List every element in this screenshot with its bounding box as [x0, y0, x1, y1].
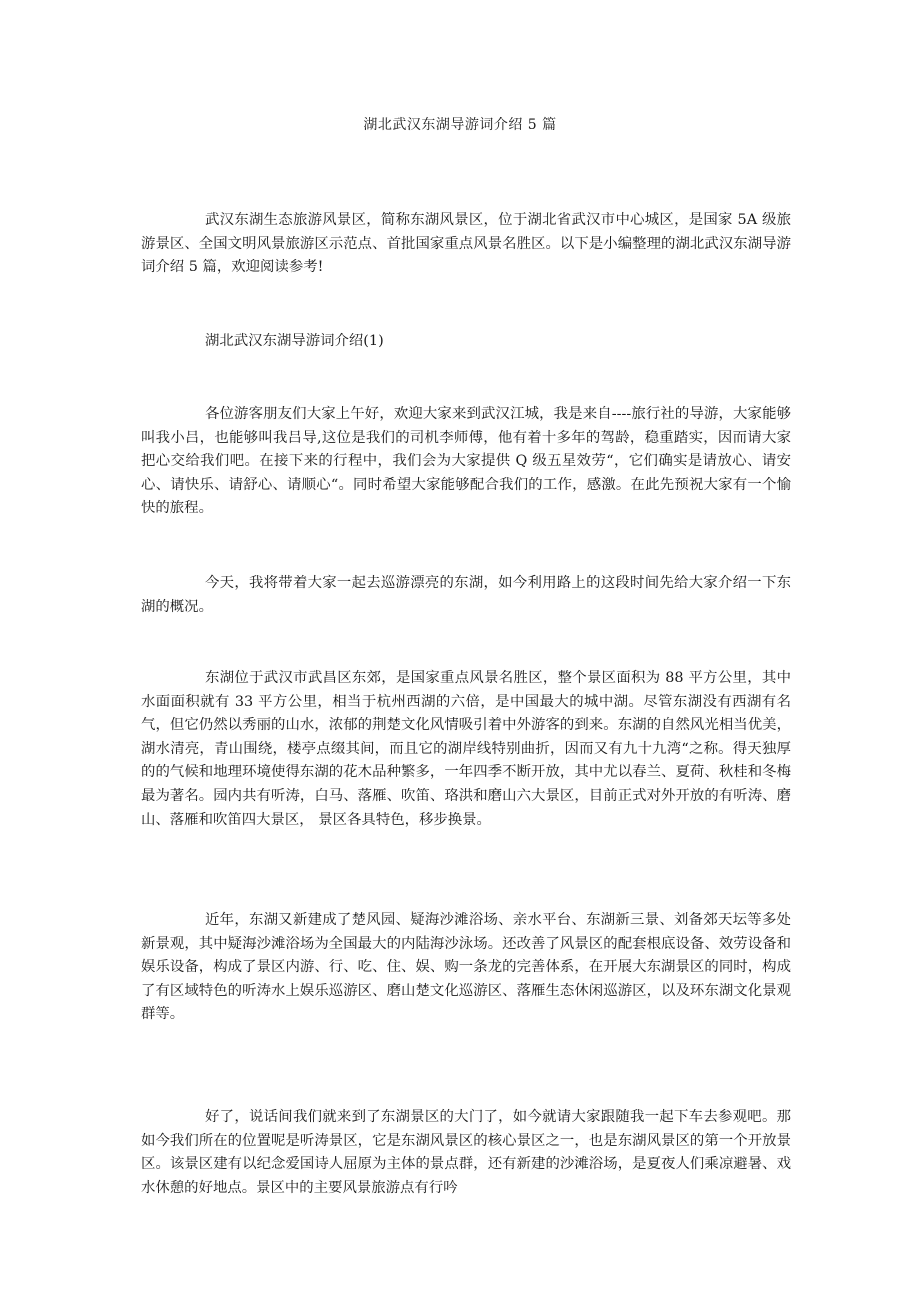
recent-developments-paragraph: 近年，东湖又新建成了楚风园、疑海沙滩浴场、亲水平台、东湖新三景、刘备郊天坛等多处新景观，其中疑海沙滩浴场为全国最大的内陆海沙泳场。还改善了风景区的配套根底设备、效劳设备和娱乐设备，构成了景区内游、行、吃、住、娱、购一条龙的完善体系，在开展大东湖景区的同时，构成了有区域特色的听涛水上娱乐巡游区、磨山楚文化巡游区、落雁生态休闲巡游区，以及环东湖文化景观群等。 [141, 912, 791, 1023]
intro-paragraph: 武汉东湖生态旅游风景区，简称东湖风景区，位于湖北省武汉市中心城区，是国家 5A 级旅游景区、全国文明风景旅游区示范点、首批国家重点风景名胜区。以下是小编整理的湖北武汉东湖导游词介绍 5 篇，欢迎阅读参考! [141, 212, 791, 276]
document-title: 湖北武汉东湖导游词介绍 5 篇 [363, 117, 557, 133]
today-paragraph: 今天，我将带着大家一起去巡游漂亮的东湖，如今利用路上的这段时间先给大家介绍一下东湖的概况。 [141, 575, 791, 615]
section-heading: 湖北武汉东湖导游词介绍(1) [205, 333, 384, 349]
donghu-overview-paragraph: 东湖位于武汉市武昌区东郊，是国家重点风景名胜区，整个景区面积为 88 平方公里，其中水面面积就有 33 平方公里，相当于杭州西湖的六倍，是中国最大的城中湖。尽管东湖没有西湖有名气，但它仍然以秀丽的山水，浓郁的荆楚文化风情吸引着中外游客的到来。东湖的自然风光相当优美，湖水清亮，青山围绕，楼亭点缀其间，而且它的湖岸线特别曲折，因而又有九十九湾“之称。得天独厚的的气候和地理环境使得东湖的花木品种繁多，一年四季不断开放，其中尤以春兰、夏荷、秋桂和冬梅最为著名。园内共有听涛，白马、落雁、吹笛、珞洪和磨山六大景区，目前正式对外开放的有听涛、磨山、落雁和吹笛四大景区， 景区各具特色，移步换景。 [141, 670, 791, 828]
welcome-paragraph: 各位游客朋友们大家上午好，欢迎大家来到武汉江城，我是来自----旅行社的导游，大家能够叫我小吕，也能够叫我吕导,这位是我们的司机李师傅，他有着十多年的驾龄，稳重踏实，因而请大家把心交给我们吧。在接下来的行程中，我们会为大家提供 Q 级五星效劳“，它们确实是请放心、请安心、请快乐、请舒心、请顺心“。同时希望大家能够配合我们的工作，感激。在此先预祝大家有一个愉快的旅程。 [141, 406, 791, 517]
arrival-paragraph: 好了，说话间我们就来到了东湖景区的大门了，如今就请大家跟随我一起下车去参观吧。那如今我们所在的位置呢是听涛景区，它是东湖风景区的核心景区之一，也是东湖风景区的第一个开放景区。该景区建有以纪念爱国诗人屈原为主体的景点群，还有新建的沙滩浴场，是夏夜人们乘凉避暑、戏水休憩的好地点。景区中的主要风景旅游点有行吟 [141, 1109, 791, 1196]
